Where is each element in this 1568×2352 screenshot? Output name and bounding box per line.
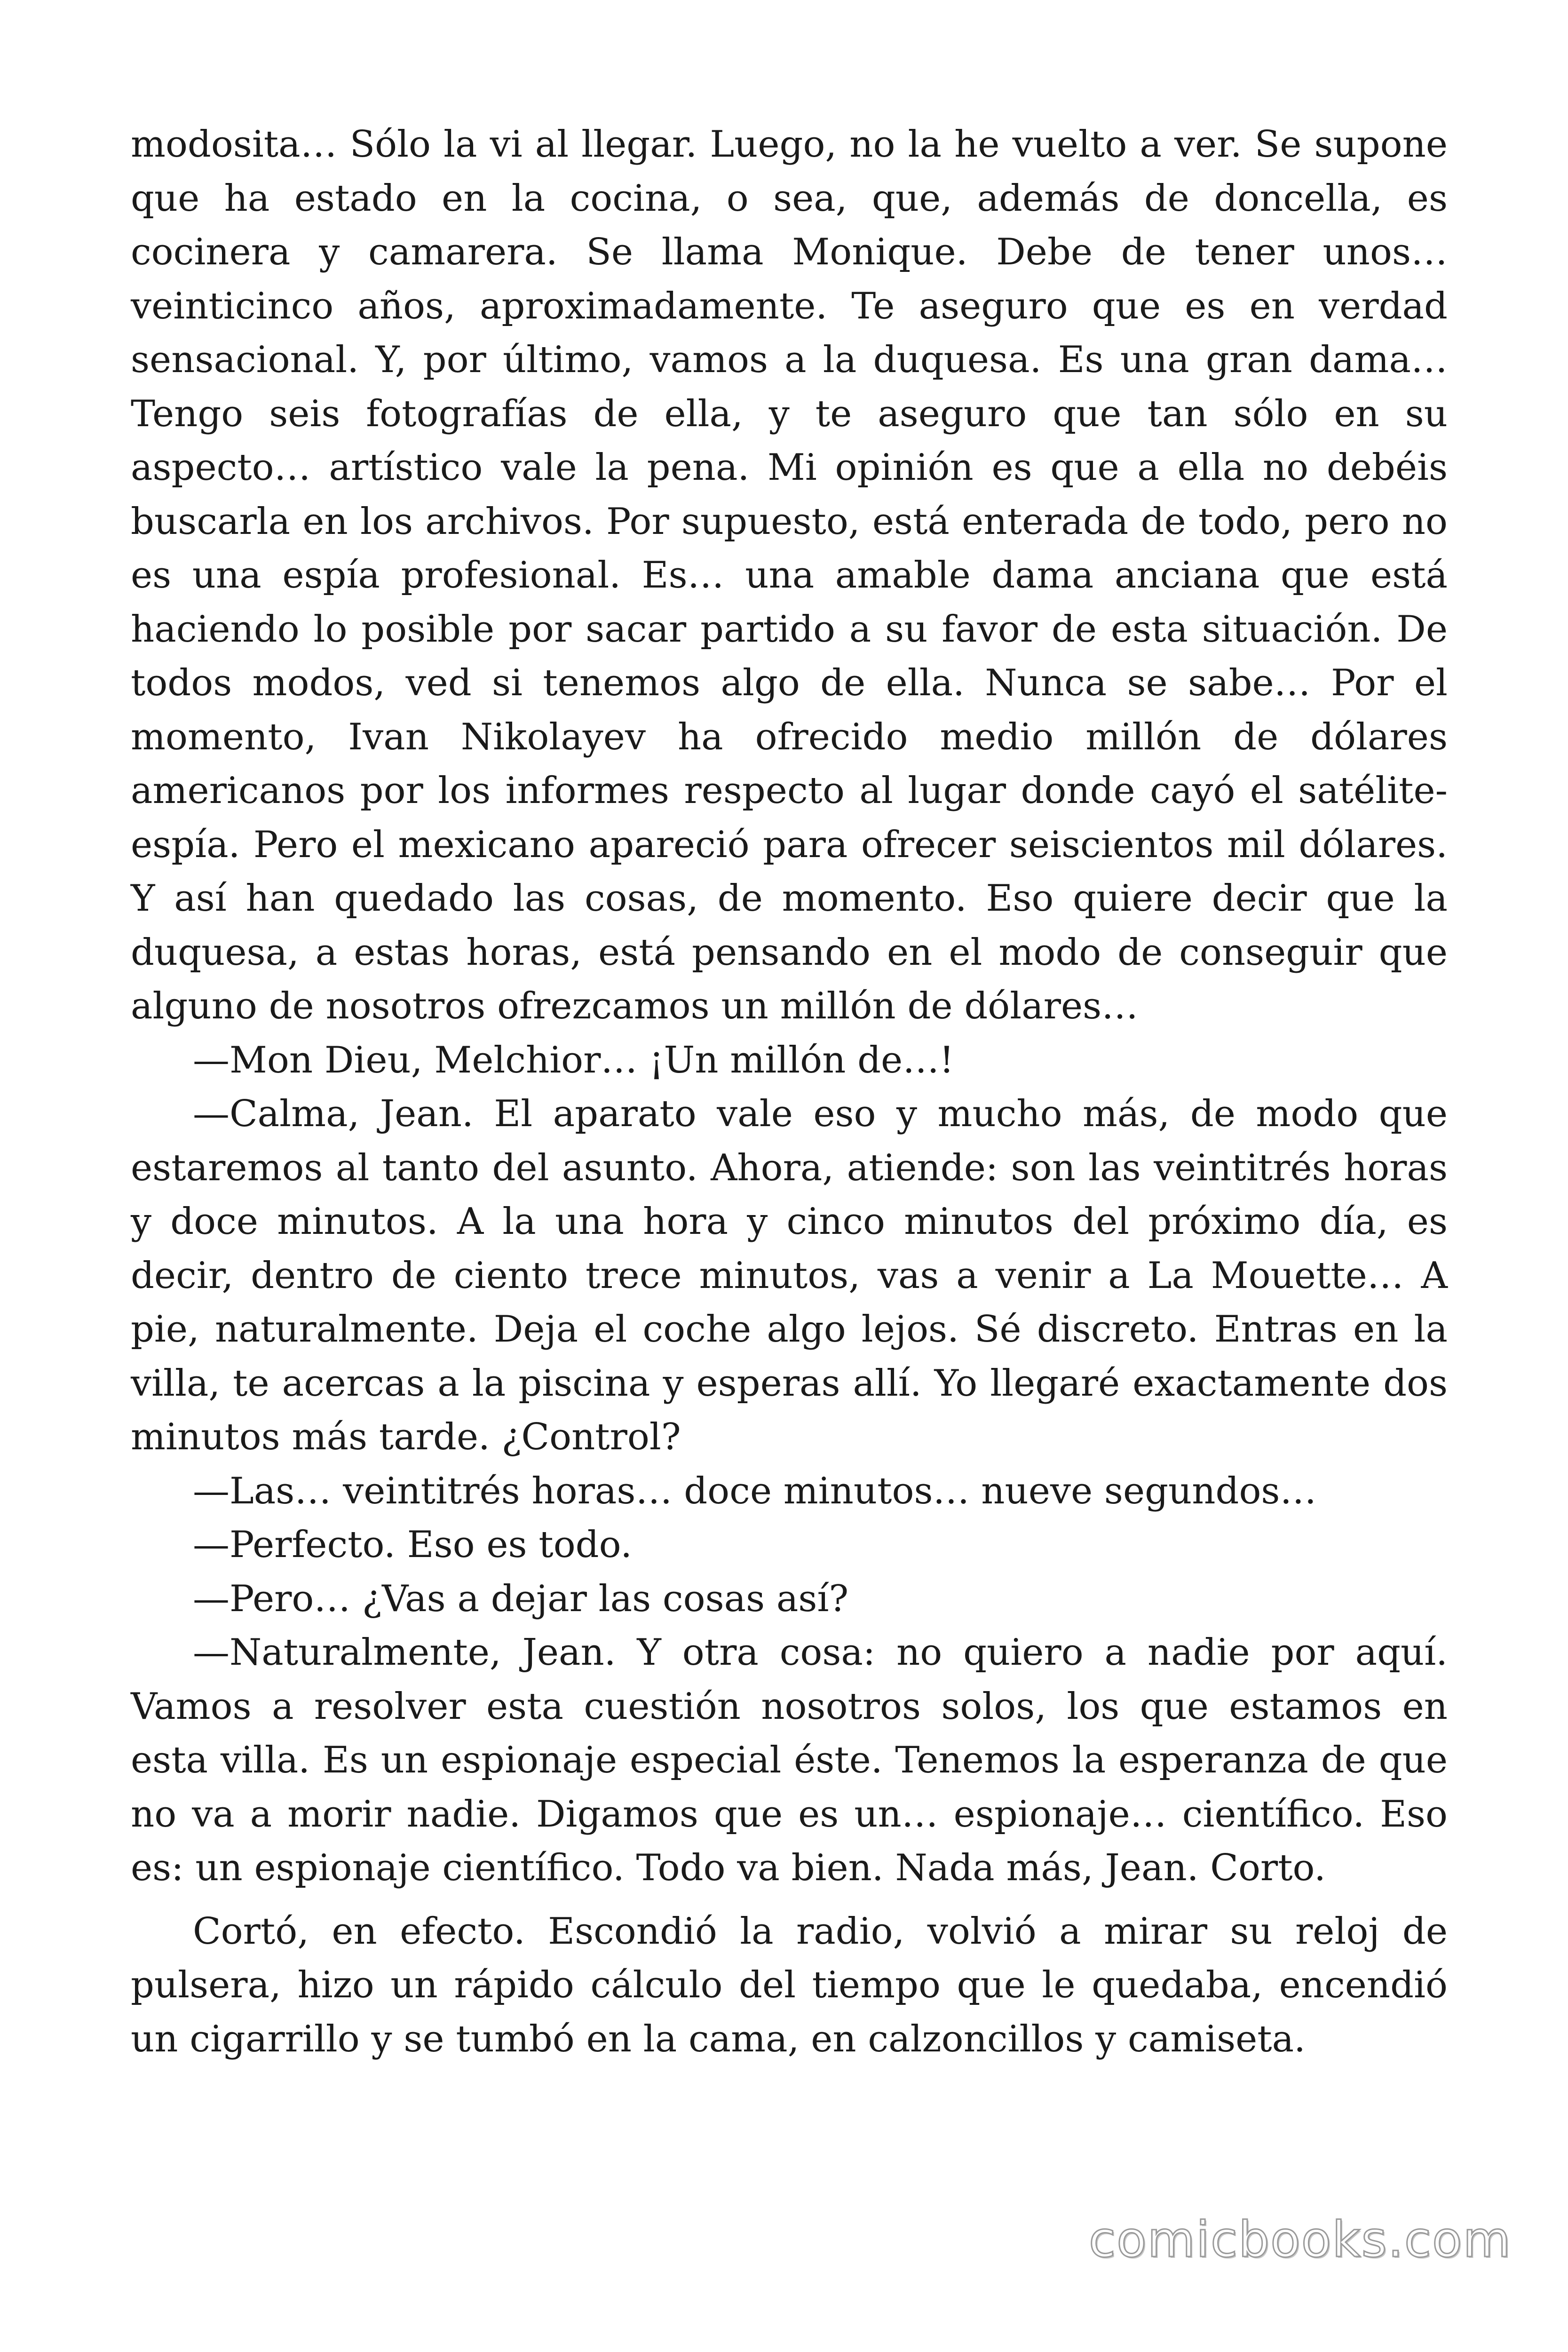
dialogue-paragraph: —Las… veintitrés horas… doce minutos… nueve segundos…	[193, 1470, 1317, 1512]
dialogue-paragraph: —Naturalmente, Jean. Y otra cosa: no quiero a nadie por aquí. Vamos a resolver esta cuestión nosotros solos, los que estamos en esta villa. Es un espionaje especial éste. Tenemos la esperanza de que no va a morir nadie. Digamos que es un… espionaje… científico. Eso es: un espionaje científico. Todo va bien. Nada más, Jean. Corto.	[131, 1631, 1448, 1889]
dialogue-paragraph: —Perfecto. Eso es todo.	[193, 1524, 632, 1566]
paragraph-continued: modosita… Sólo la vi al llegar. Luego, no la he vuelto a ver. Se supone que ha estado en la cocina, o sea, que, además de doncella, es cocinera y camarera. Se llama Monique. Debe de tener unos… veinticinco años, aproximadamente. Te aseguro que es en verdad sensacional. Y, por último, vamos a la duquesa. Es una gran dama… Tengo seis fotografías de ella, y te aseguro que tan sólo en su aspecto… artístico vale la pena. Mi opinión es que a ella no debéis buscarla en los archivos. Por supuesto, está enterada de todo, pero no es una espía profesional. Es… una amable dama anciana que está haciendo lo posible por sacar partido a su favor de esta situación. De todos modos, ved si tenemos algo de ella. Nunca se sabe… Por el momento, Ivan Nikolayev ha ofrecido medio millón de dólares americanos por los informes respecto al lugar donde cayó el satélite-espía. Pero el mexicano apareció para ofrecer seiscientos mil dólares. Y así han quedado las cosas, de momento. Eso quiere decir que la duquesa, a estas horas, está pensando en el modo de conseguir que alguno de nosotros ofrezcamos un millón de dólares…	[131, 123, 1448, 1027]
watermark-logo: comicbooks.com	[1088, 2211, 1512, 2268]
dialogue-paragraph: —Mon Dieu, Melchior… ¡Un millón de…!	[193, 1039, 954, 1081]
narrative-paragraph: Cortó, en efecto. Escondió la radio, volvió a mirar su reloj de pulsera, hizo un rápido cálculo del tiempo que le quedaba, encendió un cigarrillo y se tumbó en la cama, en calzoncillos y camiseta.	[131, 1910, 1448, 2060]
dialogue-paragraph: —Calma, Jean. El aparato vale eso y mucho más, de modo que estaremos al tanto del asunto. Ahora, atiende: son las veintitrés horas y doce minutos. A la una hora y cinco minutos del próximo día, es decir, dentro de ciento trece minutos, vas a venir a La Mouette… A pie, naturalmente. Deja el coche algo lejos. Sé discreto. Entras en la villa, te acercas a la piscina y esperas allí. Yo llegaré exactamente dos minutos más tarde. ¿Control?	[131, 1093, 1448, 1458]
page-text	[131, 118, 1448, 2066]
dialogue-paragraph: —Pero… ¿Vas a dejar las cosas así?	[193, 1577, 849, 1620]
